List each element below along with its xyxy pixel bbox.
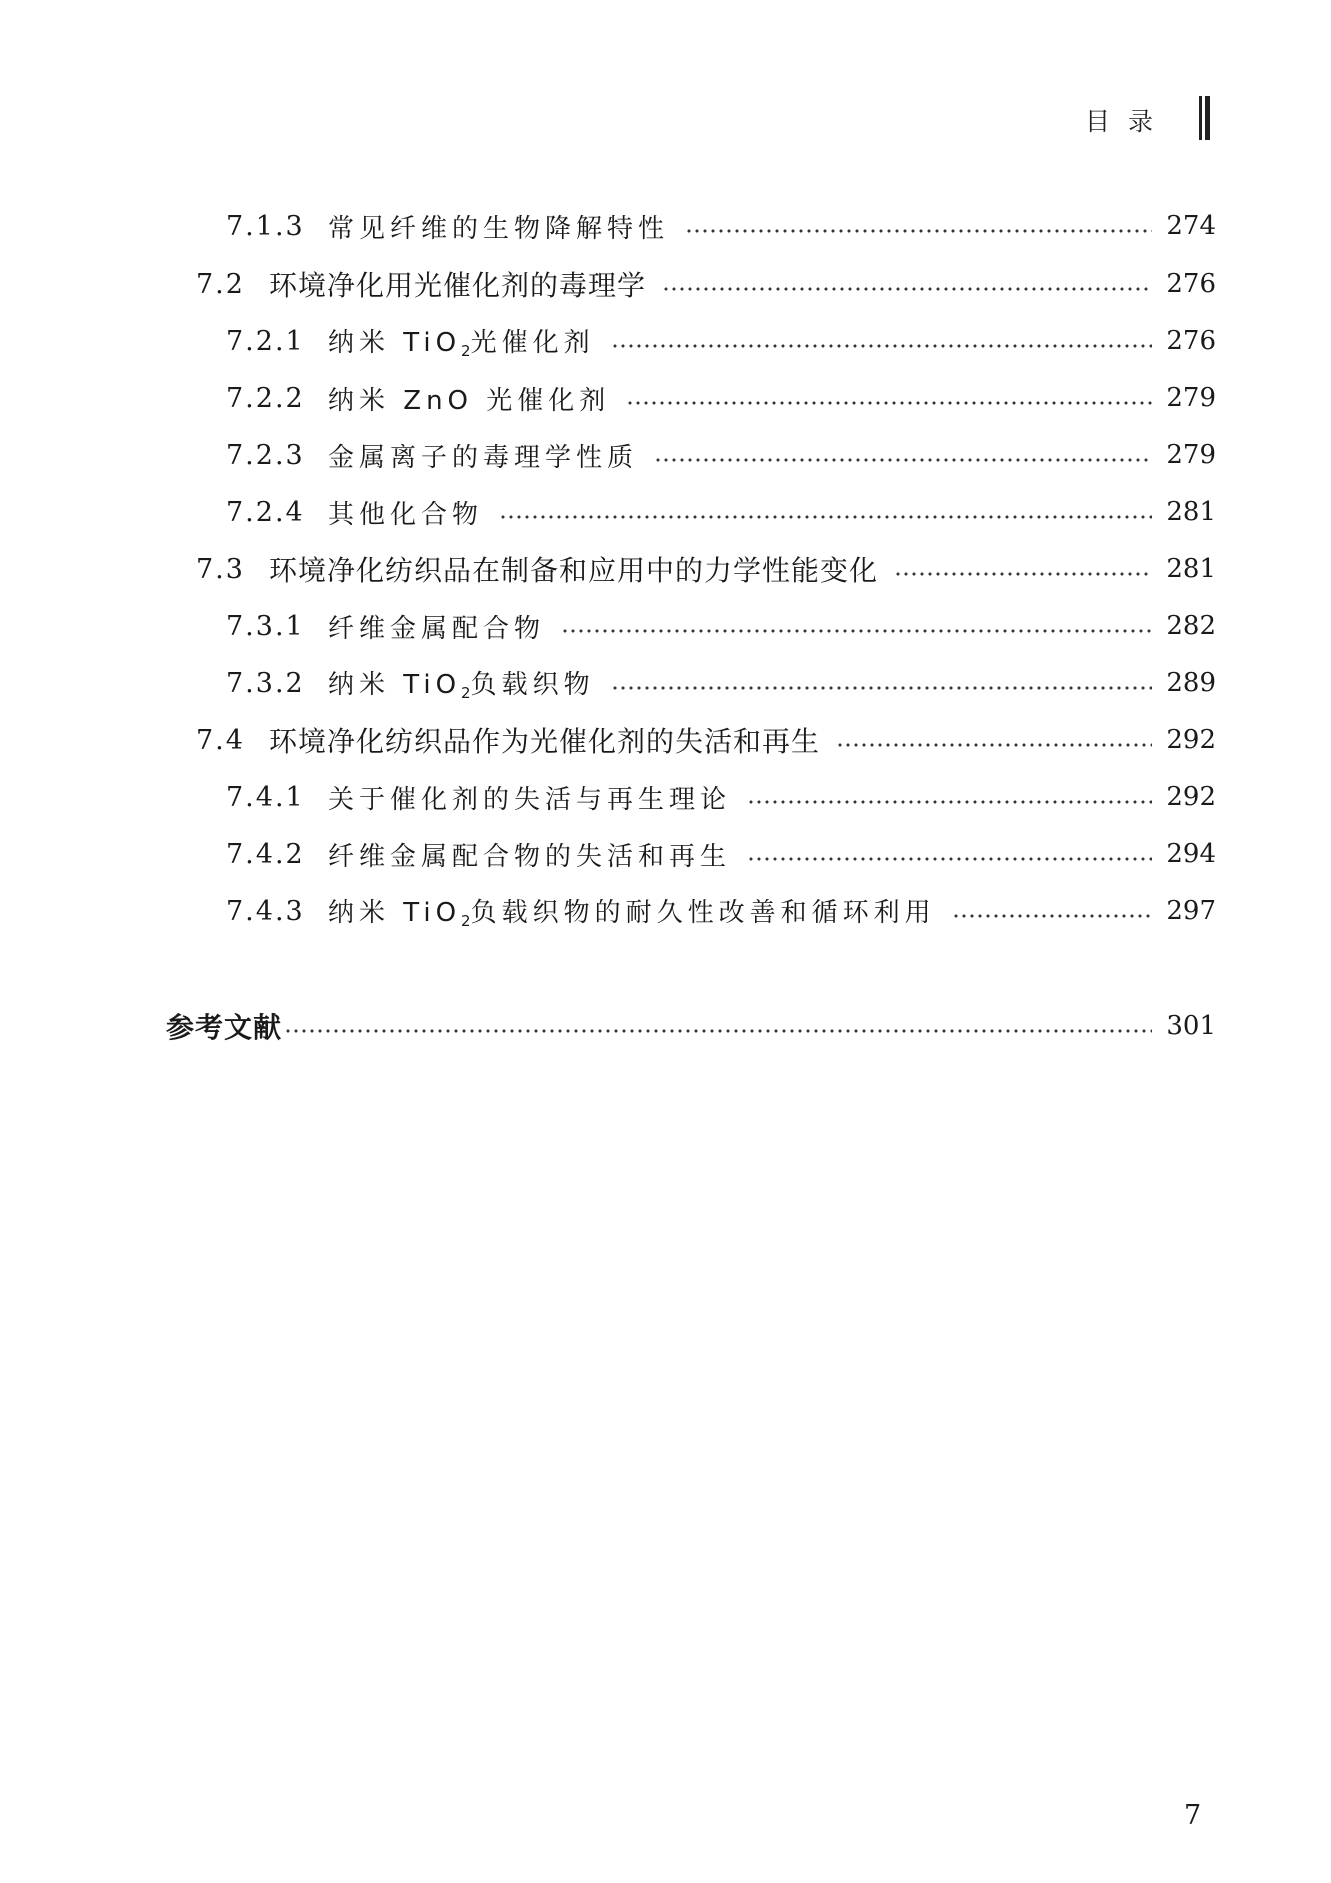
toc-entry-7-4-2[interactable] <box>226 834 1216 874</box>
toc-page: 276 <box>1166 269 1216 299</box>
toc-page: 289 <box>1166 668 1216 698</box>
dot-leader <box>685 229 1152 233</box>
dot-leader <box>611 686 1153 690</box>
dot-leader <box>611 344 1153 348</box>
page-number: 7 <box>1184 1800 1202 1831</box>
toc-entry-7-3-1[interactable] <box>226 606 1216 646</box>
toc-entry-7-2-3[interactable] <box>226 435 1216 475</box>
toc-page: 292 <box>1166 725 1216 755</box>
toc-page: 281 <box>1166 554 1216 584</box>
toc-number: 7.3 <box>196 553 245 585</box>
toc-entry-7-2[interactable] <box>196 264 1216 304</box>
toc-page: 297 <box>1166 896 1216 926</box>
header-rule-thin <box>1199 96 1202 140</box>
toc-title: 纳米 TiO$_2$负载织物 <box>328 670 595 702</box>
dot-leader <box>747 800 1152 804</box>
toc-number: 7.2.3 <box>226 439 305 471</box>
dot-leader <box>894 572 1152 576</box>
toc-title: 参考文献 <box>166 1011 283 1044</box>
toc-number: 7.4.2 <box>226 838 305 870</box>
toc-number: 7.4.1 <box>226 781 305 813</box>
toc-title: 常见纤维的生物降解特性 <box>328 213 670 244</box>
toc-number: 7.4.3 <box>226 895 305 927</box>
toc-entry-7-3-2[interactable] <box>226 663 1216 703</box>
dot-leader <box>561 629 1152 633</box>
toc-page: 274 <box>1166 211 1216 241</box>
toc-title: 纳米 ZnO 光催化剂 <box>328 385 611 416</box>
toc-entry-7-1-3[interactable] <box>226 206 1216 246</box>
toc-number: 7.3.1 <box>226 610 305 642</box>
toc-title: 其他化合物 <box>328 499 484 530</box>
toc-page: 281 <box>1166 497 1216 527</box>
dot-leader <box>836 743 1152 747</box>
dot-leader <box>662 287 1152 291</box>
toc-title: 关于催化剂的失活与再生理论 <box>328 784 732 815</box>
toc-entry-references[interactable] <box>166 1006 1216 1046</box>
toc-page: 282 <box>1166 611 1216 641</box>
toc-title: 纳米 TiO$_2$光催化剂 <box>328 328 595 360</box>
toc-title: 纤维金属配合物 <box>328 613 546 644</box>
toc-number: 7.4 <box>196 724 245 756</box>
toc-page: 292 <box>1166 782 1216 812</box>
dot-leader <box>952 914 1153 918</box>
toc-entry-7-4-3[interactable] <box>226 891 1216 931</box>
header-title: 目录 <box>1084 107 1171 136</box>
dot-leader <box>284 1029 1152 1033</box>
toc-entry-7-4-1[interactable] <box>226 777 1216 817</box>
header-rule-decoration <box>1199 96 1211 140</box>
toc-title: 环境净化纺织品在制备和应用中的力学性能变化 <box>269 554 879 587</box>
toc-title: 环境净化纺织品作为光催化剂的失活和再生 <box>269 725 821 758</box>
toc-number: 7.2.4 <box>226 496 305 528</box>
toc-title: 纤维金属配合物的失活和再生 <box>328 841 732 872</box>
toc-entry-7-4[interactable] <box>196 720 1216 760</box>
toc-number: 7.2.1 <box>226 325 305 357</box>
dot-leader <box>499 515 1152 519</box>
toc-page: 279 <box>1166 440 1216 470</box>
dot-leader <box>654 458 1152 462</box>
toc-entry-7-2-2[interactable] <box>226 378 1216 418</box>
toc-title: 金属离子的毒理学性质 <box>328 442 639 473</box>
header-rule-thick <box>1205 96 1210 140</box>
toc-page: 276 <box>1166 326 1216 356</box>
toc-number: 7.2 <box>196 268 245 300</box>
toc-entry-7-3[interactable] <box>196 549 1216 589</box>
toc-entry-7-2-1[interactable] <box>226 321 1216 361</box>
toc-entry-7-2-4[interactable] <box>226 492 1216 532</box>
toc-title: 环境净化用光催化剂的毒理学 <box>269 269 647 302</box>
toc-number: 7.3.2 <box>226 667 305 699</box>
toc-title: 纳米 TiO$_2$负载织物的耐久性改善和循环利用 <box>328 898 936 930</box>
toc-page: 294 <box>1166 839 1216 869</box>
toc-number: 7.2.2 <box>226 382 305 414</box>
dot-leader <box>747 857 1152 861</box>
dot-leader <box>626 401 1152 405</box>
toc-page: 279 <box>1166 383 1216 413</box>
toc-number: 7.1.3 <box>226 210 305 242</box>
toc-page: 301 <box>1166 1011 1216 1041</box>
